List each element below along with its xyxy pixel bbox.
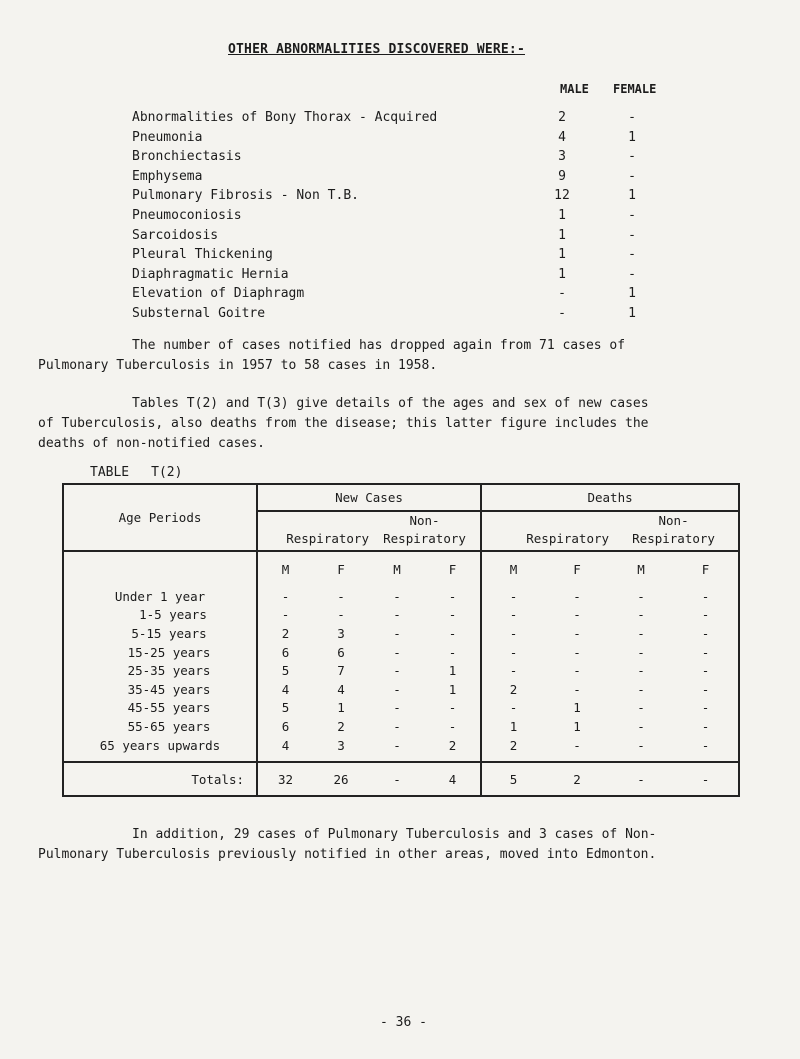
totals-label: Totals:: [63, 762, 257, 796]
sex-row-blank: [63, 551, 257, 587]
value-cell: -: [337, 588, 345, 604]
sex-label-death-nonresp-m: M: [637, 562, 645, 577]
new-respiratory-label: Respiratory: [286, 531, 369, 546]
female-column-header: FEMALE: [613, 82, 657, 96]
value-cell: -: [637, 737, 645, 753]
age-period-cell: 65 years upwards: [63, 736, 257, 755]
value-cell: 5: [281, 663, 290, 679]
new-non-label: Non-: [409, 513, 440, 528]
abnormality-name: Elevation of Diaphragm: [132, 286, 305, 302]
value-cell: 6: [281, 718, 290, 734]
table-row: [63, 699, 739, 718]
value-cell: -: [425, 587, 481, 606]
age-period-cell: 35-45 years: [63, 680, 257, 699]
value-cell: 1: [509, 718, 518, 734]
paragraph-notified-line1: The number of cases notified has dropped again from 71 cases of: [132, 338, 626, 353]
male-column-header: MALE: [560, 82, 589, 96]
value-cell: -: [637, 718, 645, 734]
sex-label-new-resp-m: M: [281, 562, 290, 577]
value-cell: -: [425, 624, 481, 643]
new-non-respiratory-header: [369, 511, 481, 551]
value-cell: 1: [573, 700, 581, 716]
value-cell: -: [425, 699, 481, 718]
deaths-header: Deaths: [481, 484, 739, 511]
paragraph-addition-line2: Pulmonary Tuberculosis previously notified in other areas, moved into Edmonton.: [38, 847, 657, 862]
abnormality-row: [132, 167, 692, 187]
abnormalities-list: [132, 108, 692, 324]
value-cell: -: [281, 607, 290, 623]
abnormality-female-count: 1: [628, 286, 636, 302]
value-cell: -: [673, 699, 739, 718]
value-cell: -: [393, 700, 401, 716]
total-cell: 2: [545, 762, 609, 796]
death-non-respiratory-header: [609, 511, 739, 551]
age-periods-header: Age Periods: [63, 484, 257, 551]
sex-label-new-nonresp-m: M: [393, 562, 401, 577]
value-cell: -: [673, 661, 739, 680]
value-cell: -: [393, 681, 401, 697]
value-cell: -: [425, 717, 481, 736]
value-cell: 1: [425, 680, 481, 699]
paragraph-tables-line2: of Tuberculosis, also deaths from the disease; this latter figure includes the: [38, 416, 649, 431]
value-cell: -: [573, 607, 581, 623]
value-cell: 7: [337, 663, 345, 679]
value-cell: 5: [281, 700, 290, 716]
table-label: [90, 465, 182, 480]
table-id: T(2): [151, 465, 183, 480]
abnormality-male-count: -: [558, 286, 566, 302]
sex-label-new-nonresp-f: F: [425, 551, 481, 587]
death-respiratory-header: [481, 511, 609, 551]
age-period-cell: 1-5 years: [63, 606, 257, 625]
value-cell: 4: [281, 681, 290, 697]
table-row: [63, 680, 739, 699]
value-cell: -: [509, 663, 518, 679]
value-cell: -: [673, 717, 739, 736]
value-cell: -: [337, 607, 345, 623]
paragraph-tables-line1: Tables T(2) and T(3) give details of the ages and sex of new cases: [132, 396, 649, 411]
value-cell: 1: [425, 661, 481, 680]
sex-label-new-resp-f: F: [337, 562, 345, 577]
value-cell: -: [573, 663, 581, 679]
value-cell: -: [509, 607, 518, 623]
abnormality-name: Pneumoconiosis: [132, 207, 242, 223]
value-cell: 3: [337, 625, 345, 641]
abnormality-male-count: -: [558, 305, 566, 321]
value-cell: -: [673, 624, 739, 643]
value-cell: 6: [281, 644, 290, 660]
abnormality-name: Pneumonia: [132, 129, 203, 145]
table-row: [63, 606, 739, 625]
value-cell: 4: [281, 737, 290, 753]
abnormality-male-count: 3: [558, 149, 566, 165]
abnormality-female-count: -: [628, 149, 636, 165]
total-cell: 4: [425, 762, 481, 796]
value-cell: -: [573, 737, 581, 753]
abnormality-name: Pulmonary Fibrosis - Non T.B.: [132, 188, 359, 204]
value-cell: -: [637, 681, 645, 697]
value-cell: -: [393, 718, 401, 734]
value-cell: -: [637, 663, 645, 679]
table-row: [63, 736, 739, 755]
value-cell: -: [509, 700, 518, 716]
abnormality-male-count: 1: [558, 266, 566, 282]
value-cell: -: [509, 625, 518, 641]
table-row: [63, 643, 739, 662]
death-respiratory-label: Respiratory: [526, 531, 610, 546]
abnormality-female-count: -: [628, 266, 636, 282]
value-cell: 2: [337, 718, 345, 734]
abnormality-female-count: -: [628, 207, 636, 223]
table-row: [63, 624, 739, 643]
new-nonresp-label: Respiratory: [383, 531, 466, 546]
age-period-cell: Under 1 year: [63, 587, 257, 606]
value-cell: -: [637, 700, 645, 716]
abnormality-row: [132, 284, 692, 304]
total-cell: 26: [313, 762, 369, 796]
value-cell: -: [393, 607, 401, 623]
total-cell: 32: [257, 762, 313, 796]
value-cell: -: [637, 644, 645, 660]
abnormality-row: [132, 245, 692, 265]
table-row: [63, 717, 739, 736]
value-cell: 2: [509, 737, 518, 753]
abnormality-name: Emphysema: [132, 168, 203, 184]
page-heading: OTHER ABNORMALITIES DISCOVERED WERE:-: [228, 42, 525, 57]
total-cell: 5: [481, 762, 545, 796]
age-period-cell: 5-15 years: [63, 624, 257, 643]
abnormality-name: Sarcoidosis: [132, 227, 219, 243]
abnormality-female-count: 1: [628, 305, 636, 321]
abnormality-row: [132, 128, 692, 148]
sex-label-death-resp-m: M: [509, 562, 518, 577]
age-period-cell: 45-55 years: [63, 699, 257, 718]
death-nonresp-label: Respiratory: [632, 531, 715, 546]
tuberculosis-table: [62, 483, 740, 797]
new-respiratory-header: [257, 511, 369, 551]
abnormality-name: Diaphragmatic Hernia: [132, 266, 289, 282]
abnormality-name: Substernal Goitre: [132, 305, 266, 321]
value-cell: -: [425, 606, 481, 625]
value-cell: -: [281, 588, 290, 604]
value-cell: -: [393, 737, 401, 753]
total-cell: -: [609, 762, 673, 796]
abnormality-male-count: 2: [558, 110, 566, 125]
value-cell: 2: [425, 736, 481, 755]
abnormality-female-count: 1: [628, 188, 636, 204]
value-cell: -: [673, 736, 739, 755]
value-cell: -: [573, 644, 581, 660]
abnormality-male-count: 1: [558, 207, 566, 223]
abnormality-male-count: 1: [558, 227, 566, 243]
value-cell: 4: [337, 681, 345, 697]
value-cell: -: [509, 588, 518, 604]
abnormality-name: Abnormalities of Bony Thorax - Acquired: [132, 110, 438, 125]
value-cell: 1: [337, 700, 345, 716]
total-cell: -: [673, 762, 739, 796]
death-non-label: Non-: [658, 513, 689, 528]
value-cell: -: [673, 587, 739, 606]
value-cell: -: [573, 681, 581, 697]
abnormality-row: [132, 186, 692, 206]
total-cell: -: [369, 762, 425, 796]
abnormality-female-count: -: [628, 227, 636, 243]
value-cell: 2: [281, 625, 290, 641]
value-cell: -: [637, 588, 645, 604]
value-cell: 3: [337, 737, 345, 753]
abnormality-row: [132, 206, 692, 226]
abnormality-name: Pleural Thickening: [132, 247, 273, 263]
abnormality-row: [132, 304, 692, 324]
age-period-cell: 15-25 years: [63, 643, 257, 662]
abnormality-male-count: 1: [558, 247, 566, 263]
paragraph-tables-line3: deaths of non-notified cases.: [38, 436, 265, 451]
table-label-word: TABLE: [90, 465, 130, 480]
age-period-cell: 55-65 years: [63, 717, 257, 736]
value-cell: 6: [337, 644, 345, 660]
value-cell: -: [393, 644, 401, 660]
age-period-cell: 25-35 years: [63, 661, 257, 680]
abnormality-female-count: -: [628, 168, 636, 184]
abnormality-female-count: -: [628, 110, 636, 125]
table-row: [63, 587, 739, 606]
value-cell: 1: [573, 718, 581, 734]
value-cell: -: [637, 625, 645, 641]
value-cell: 2: [509, 681, 518, 697]
table-row: [63, 661, 739, 680]
abnormality-row: [132, 108, 692, 128]
value-cell: -: [637, 607, 645, 623]
value-cell: -: [393, 625, 401, 641]
paragraph-addition-line1: In addition, 29 cases of Pulmonary Tuberculosis and 3 cases of Non-: [132, 827, 657, 842]
abnormality-female-count: -: [628, 247, 636, 263]
value-cell: -: [393, 663, 401, 679]
abnormality-row: [132, 226, 692, 246]
abnormality-row: [132, 147, 692, 167]
table-spacer: [63, 754, 257, 762]
new-cases-header: New Cases: [257, 484, 481, 511]
page-number: - 36 -: [380, 1015, 427, 1030]
value-cell: -: [673, 643, 739, 662]
abnormality-name: Bronchiectasis: [132, 149, 242, 165]
value-cell: -: [573, 588, 581, 604]
paragraph-notified-line2: Pulmonary Tuberculosis in 1957 to 58 cases in 1958.: [38, 358, 438, 373]
abnormality-male-count: 4: [558, 129, 566, 145]
abnormality-male-count: 12: [554, 188, 570, 204]
abnormality-row: [132, 265, 692, 285]
value-cell: -: [673, 680, 739, 699]
value-cell: -: [425, 643, 481, 662]
value-cell: -: [573, 625, 581, 641]
abnormality-male-count: 9: [558, 168, 566, 184]
sex-label-death-resp-f: F: [573, 562, 581, 577]
value-cell: -: [509, 644, 518, 660]
sex-label-death-nonresp-f: F: [673, 551, 739, 587]
value-cell: -: [393, 588, 401, 604]
abnormality-female-count: 1: [628, 129, 636, 145]
value-cell: -: [673, 606, 739, 625]
